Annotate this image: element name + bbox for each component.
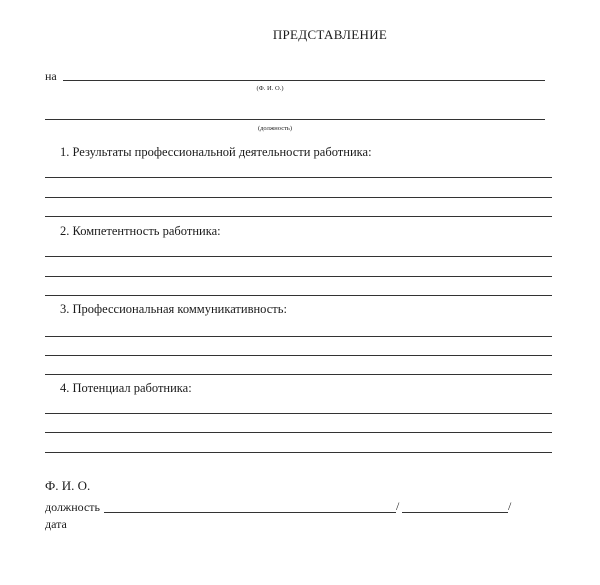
section-2-line	[45, 256, 552, 257]
section-3-label: 3. Профессиональная коммуникативность:	[60, 302, 287, 316]
section-3-line	[45, 374, 552, 375]
section-2-line	[45, 276, 552, 277]
section-1-line	[45, 197, 552, 198]
signature-date-label: дата	[45, 517, 67, 531]
signature-slash-2: /	[508, 499, 512, 513]
signature-slash-1: /	[396, 499, 400, 513]
section-4-line	[45, 452, 552, 453]
fio-line	[63, 80, 545, 81]
position-caption: (должность)	[257, 125, 293, 132]
section-2-line	[45, 295, 552, 296]
signature-position-label: должность	[45, 500, 100, 514]
section-4-label: 4. Потенциал работника:	[60, 381, 192, 395]
fio-caption: (Ф. И. О.)	[256, 85, 284, 92]
section-1-line	[45, 177, 552, 178]
position-line	[45, 119, 545, 120]
signature-position-line	[104, 512, 396, 513]
section-4-line	[45, 432, 552, 433]
section-1-line	[45, 216, 552, 217]
na-label: на	[45, 69, 57, 83]
section-1-label: 1. Результаты профессиональной деятельности работника:	[60, 145, 372, 159]
section-3-line	[45, 336, 552, 337]
section-4-line	[45, 413, 552, 414]
signature-fio: Ф. И. О.	[45, 478, 91, 493]
section-2-label: 2. Компетентность работника:	[60, 224, 221, 238]
signature-name-line	[402, 512, 508, 513]
section-3-line	[45, 355, 552, 356]
page-title: ПРЕДСТАВЛЕНИЕ	[272, 27, 388, 42]
